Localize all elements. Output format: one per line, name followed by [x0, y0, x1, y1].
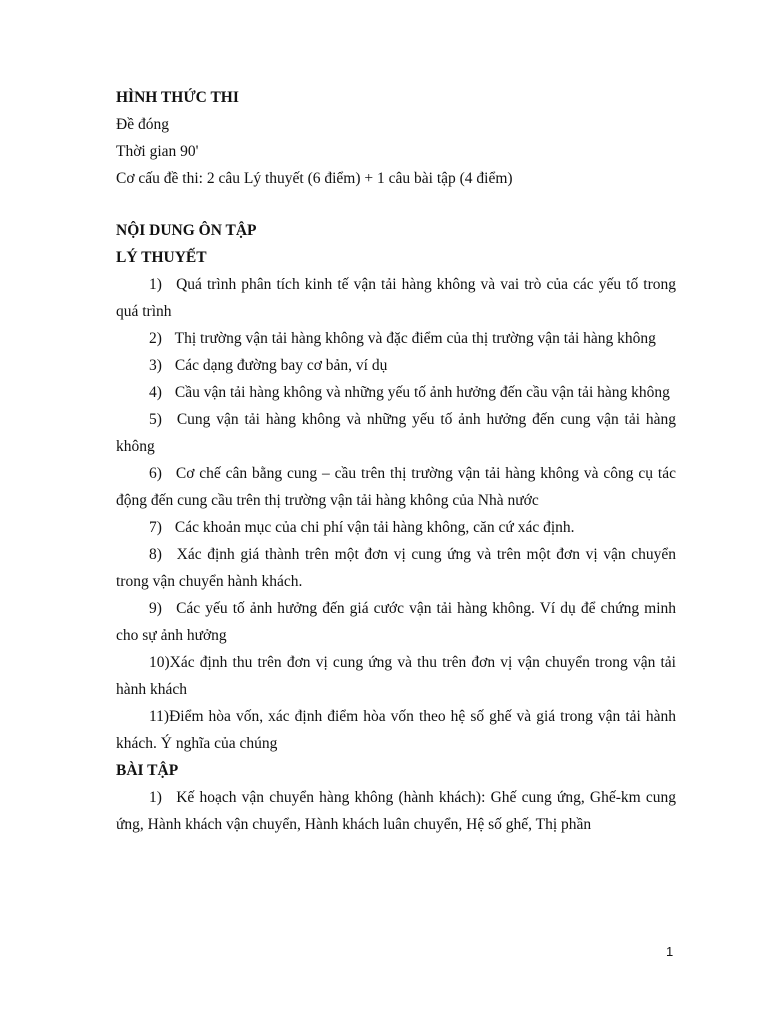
item-number: 5) [149, 411, 162, 428]
item-text: Thị trường vận tải hàng không và đặc điểm của thị trường vận tải hàng không [174, 330, 656, 347]
theory-item-5 [116, 406, 676, 460]
theory-item-3 [116, 352, 676, 379]
item-text: Các yếu tố ảnh hưởng đến giá cước vận tải hàng không. Ví dụ để chứng minh cho sự ảnh hưởng [116, 600, 676, 644]
item-text: Cầu vận tải hàng không và những yếu tố ảnh hưởng đến cầu vận tải hàng không [174, 384, 670, 401]
item-number: 4) [149, 384, 162, 401]
item-number: 8) [149, 546, 162, 563]
exam-duration-line: Thời gian 90' [116, 143, 199, 160]
item-number: 1) [149, 789, 162, 806]
exam-structure-line: Cơ cấu đề thi: 2 câu Lý thuyết (6 điểm) + 1 câu bài tập (4 điểm) [116, 170, 513, 187]
item-number: 9) [149, 600, 162, 617]
theory-item-9 [116, 595, 676, 649]
item-text: Kế hoạch vận chuyển hàng không (hành khách): Ghế cung ứng, Ghế-km cung ứng, Hành khách vận chuyển, Hành khách luân chuyển, Hệ số ghế, Thị phần [116, 789, 677, 833]
theory-item-10 [116, 649, 676, 703]
item-number: 3) [149, 357, 162, 374]
theory-item-6 [116, 460, 676, 514]
item-text: Các dạng đường bay cơ bản, ví dụ [174, 357, 388, 374]
item-text: Cung vận tải hàng không và những yếu tố ảnh hưởng đến cung vận tải hàng không [116, 411, 677, 455]
item-text: Cơ chế cân bằng cung – cầu trên thị trường vận tải hàng không và công cụ tác động đến cung cầu trên thị trường vận tải hàng không của Nhà nước [116, 465, 676, 509]
item-text: Điểm hòa vốn, xác định điểm hòa vốn theo hệ số ghế và giá trong vận tải hành khách. Ý nghĩa của chúng [116, 708, 676, 752]
page-number: 1 [666, 944, 674, 959]
item-number: 6) [149, 465, 162, 482]
theory-heading: LÝ THUYẾT [116, 249, 207, 266]
item-number: 11) [149, 708, 170, 725]
item-text: Xác định thu trên đơn vị cung ứng và thu trên đơn vị vận chuyển trong vận tải hành khách [116, 654, 676, 698]
item-number: 2) [149, 330, 162, 347]
item-text: Các khoản mục của chi phí vận tải hàng không, căn cứ xác định. [174, 519, 575, 536]
exam-type-line: Đề đóng [116, 116, 169, 133]
item-text: Quá trình phân tích kinh tế vận tải hàng không và vai trò của các yếu tố trong quá trình [116, 276, 676, 320]
theory-item-1 [116, 271, 676, 325]
theory-item-11 [116, 703, 676, 757]
page-content [116, 84, 676, 838]
exam-format-heading: HÌNH THỨC THI [116, 89, 239, 106]
theory-item-8 [116, 541, 676, 595]
exercises-list [116, 784, 676, 838]
theory-list [116, 271, 676, 757]
review-heading: NỘI DUNG ÔN TẬP [116, 222, 257, 239]
item-number: 7) [149, 519, 162, 536]
exercise-item-1 [116, 784, 676, 838]
item-number: 10) [149, 654, 170, 671]
exercises-heading: BÀI TẬP [116, 762, 179, 779]
theory-item-7 [116, 514, 676, 541]
item-number: 1) [149, 276, 162, 293]
theory-item-2 [116, 325, 676, 352]
theory-item-4 [116, 379, 676, 406]
item-text: Xác định giá thành trên một đơn vị cung ứng và trên một đơn vị vận chuyển trong vận chuyển hành khách. [116, 546, 677, 590]
